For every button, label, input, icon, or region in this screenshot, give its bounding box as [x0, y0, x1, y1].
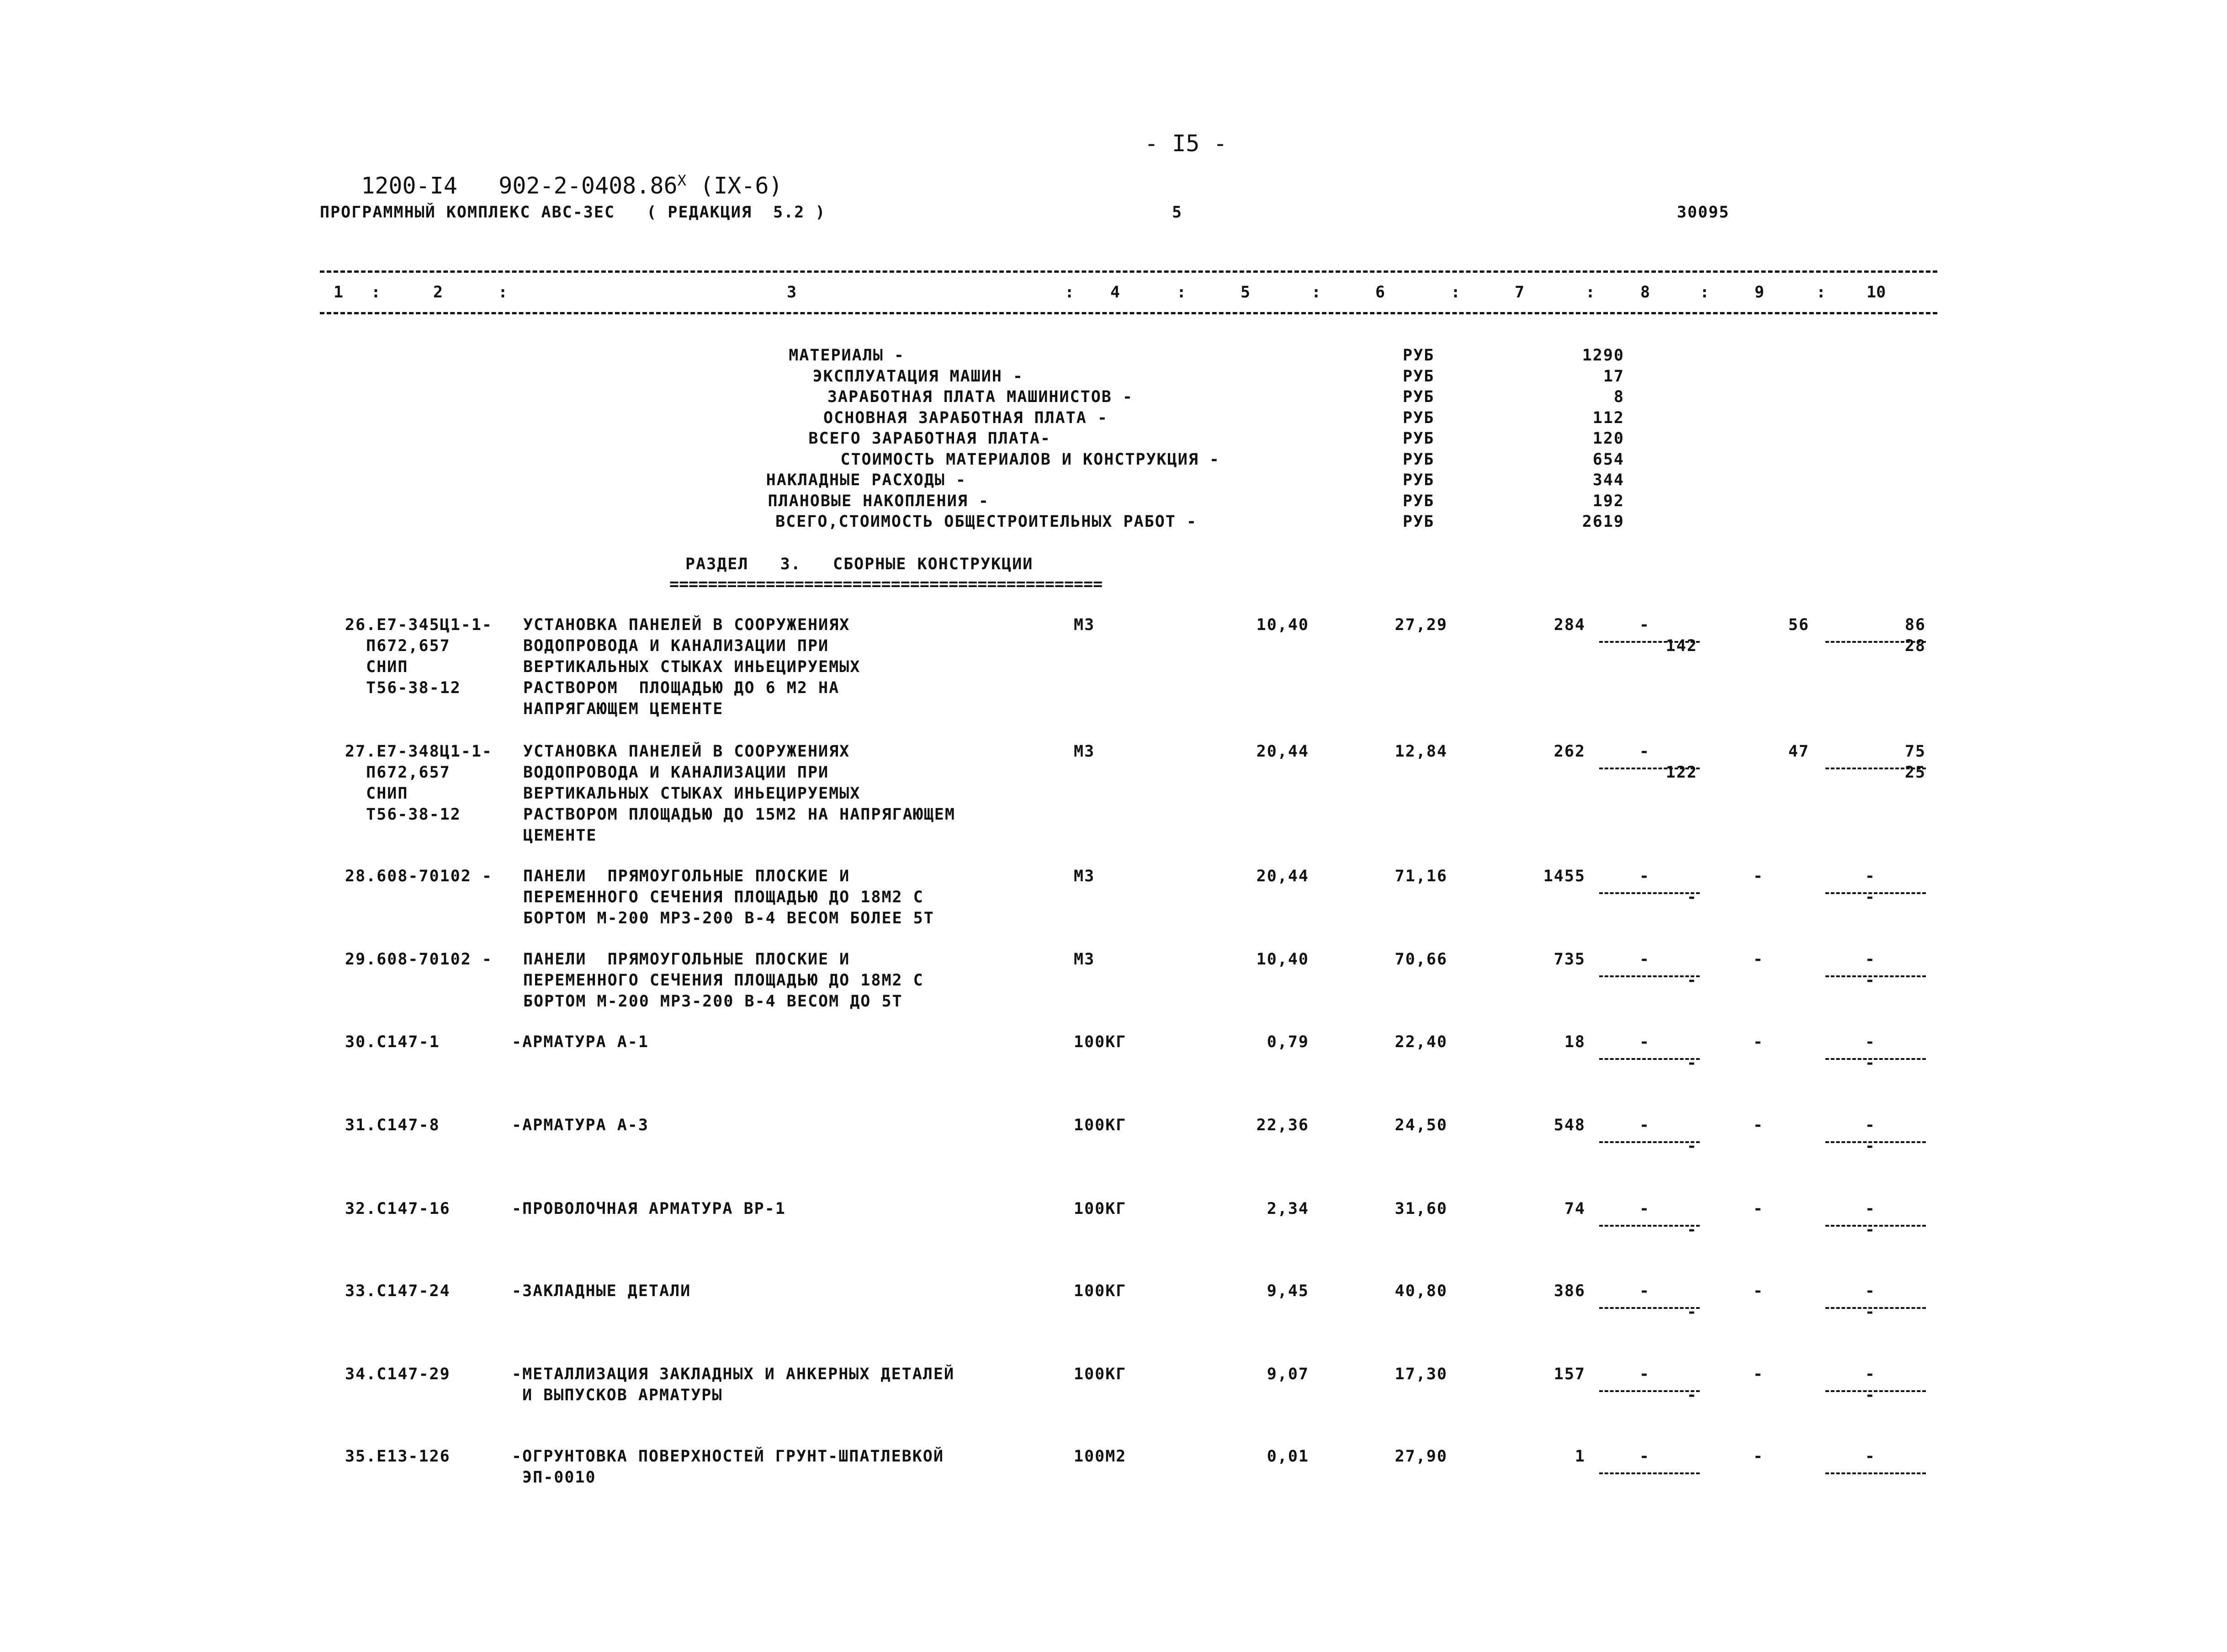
item-unit: 100КГ [1074, 1282, 1127, 1300]
item-code: Т56-38-12 [345, 679, 461, 697]
col-sep: : [1585, 283, 1596, 302]
summary-value: 120 [1592, 429, 1624, 448]
item-code: 35.Е13-126 [345, 1447, 451, 1466]
col10-bottom: - [1865, 971, 1876, 990]
item-code: 31.С147-8 [345, 1116, 440, 1134]
item-quantity: 10,40 [1256, 950, 1309, 969]
col10-top: 86 [1904, 616, 1926, 634]
summary-value: 192 [1592, 492, 1624, 510]
summary-unit: РУБ [1403, 346, 1435, 365]
col10-bottom: 25 [1904, 763, 1926, 782]
item-unit: 100КГ [1074, 1200, 1127, 1218]
col10-bottom: - [1865, 1386, 1876, 1404]
item-code: 28.608-70102 - [345, 867, 493, 885]
item-description: ПЕРЕМЕННОГО СЕЧЕНИЯ ПЛОЩАДЬЮ ДО 18М2 С [523, 888, 924, 906]
col10-bottom: - [1865, 888, 1876, 906]
col8-bottom: - [1686, 1303, 1697, 1321]
col8-bottom: - [1686, 888, 1697, 906]
item-total: 1 [1575, 1447, 1585, 1466]
item-description: -ПРОВОЛОЧНАЯ АРМАТУРА ВР-1 [512, 1200, 786, 1218]
col9-value: - [1753, 1033, 1764, 1051]
col-sep: : [1451, 283, 1461, 302]
item-unit: 100КГ [1074, 1033, 1127, 1051]
col8-top: - [1639, 1282, 1650, 1300]
col10-divider [1825, 975, 1926, 977]
col8-divider [1599, 975, 1700, 977]
col8-top: - [1639, 1200, 1650, 1218]
item-unit: 100М2 [1074, 1447, 1127, 1466]
item-code: СНИП [345, 784, 408, 803]
item-description: ЭП-0010 [512, 1468, 596, 1487]
item-description: РАСТВОРОМ ПЛОЩАДЬЮ ДО 6 М2 НА [523, 679, 840, 697]
item-total: 157 [1554, 1365, 1585, 1383]
item-quantity: 20,44 [1256, 742, 1309, 761]
col10-bottom: - [1865, 1221, 1876, 1239]
col8-top: - [1639, 950, 1650, 969]
summary-unit: РУБ [1403, 450, 1435, 469]
col10-divider [1825, 1225, 1926, 1227]
item-code: 30.С147-1 [345, 1033, 440, 1051]
col8-top: - [1639, 1365, 1650, 1383]
item-code: 34.С147-29 [345, 1365, 451, 1383]
col9-value: - [1753, 1116, 1764, 1134]
col10-divider [1825, 1141, 1926, 1143]
summary-unit: РУБ [1403, 408, 1435, 427]
col10-divider [1825, 892, 1926, 894]
item-code: 26.Е7-345Ц1-1- [345, 616, 493, 634]
col8-divider [1599, 1225, 1700, 1227]
item-unit-price: 24,50 [1395, 1116, 1448, 1134]
item-code: П672,657 [345, 637, 451, 655]
col10-top: - [1865, 950, 1876, 969]
col10-top: - [1865, 1116, 1876, 1134]
col-8: 8 [1640, 283, 1650, 302]
item-unit-price: 70,66 [1395, 950, 1448, 969]
col9-value: - [1753, 1200, 1764, 1218]
program-code: 5 [1172, 203, 1183, 222]
col8-divider [1599, 1472, 1700, 1474]
section-underline: ============================================= [669, 575, 1103, 593]
col10-bottom: 28 [1904, 637, 1926, 655]
col9-value: - [1753, 867, 1764, 885]
item-unit-price: 27,90 [1395, 1447, 1448, 1466]
summary-value: 17 [1603, 367, 1624, 386]
section-tag: (IX-6) [700, 172, 783, 199]
document-id [334, 145, 783, 199]
col8-bottom: 122 [1665, 763, 1697, 782]
col10-top: - [1865, 1365, 1876, 1383]
item-unit: М3 [1074, 867, 1095, 885]
summary-value: 2619 [1582, 513, 1624, 531]
summary-value: 112 [1592, 408, 1624, 427]
item-quantity: 20,44 [1256, 867, 1309, 885]
col8-top: - [1639, 867, 1650, 885]
item-quantity: 10,40 [1256, 616, 1309, 634]
col8-divider [1599, 1307, 1700, 1309]
col-sep: : [1177, 283, 1187, 302]
col8-bottom: - [1686, 1137, 1697, 1155]
col10-top: - [1865, 1033, 1876, 1051]
col8-divider [1599, 1390, 1700, 1392]
col-2: 2 [433, 283, 443, 302]
col8-top: - [1639, 742, 1650, 761]
item-description: -АРМАТУРА А-3 [512, 1116, 649, 1134]
item-unit: 100КГ [1074, 1365, 1127, 1383]
col10-top: - [1865, 1447, 1876, 1466]
col8-bottom: - [1686, 1221, 1697, 1239]
summary-unit: РУБ [1403, 429, 1435, 448]
col10-divider [1825, 1390, 1926, 1392]
col-5: 5 [1241, 283, 1251, 302]
item-description: БОРТОМ М-200 МРЗ-200 В-4 ВЕСОМ ДО 5Т [523, 992, 903, 1011]
col9-value: - [1753, 1365, 1764, 1383]
summary-label: ЗАРАБОТНАЯ ПЛАТА МАШИНИСТОВ - [827, 388, 1133, 406]
col8-top: - [1639, 1116, 1650, 1134]
item-total: 1455 [1543, 867, 1585, 885]
col10-divider [1825, 1307, 1926, 1309]
summary-unit: РУБ [1403, 492, 1435, 510]
summary-label: ВСЕГО ЗАРАБОТНАЯ ПЛАТА- [808, 429, 1051, 448]
program-line: ПРОГРАММНЫЙ КОМПЛЕКС АВС-3ЕС ( РЕДАКЦИЯ 5.2 ) [320, 203, 826, 222]
item-description: -АРМАТУРА А-1 [512, 1033, 649, 1051]
summary-value: 8 [1613, 388, 1624, 406]
col10-divider [1825, 1058, 1926, 1060]
col10-bottom: - [1865, 1054, 1876, 1072]
col10-top: - [1865, 1200, 1876, 1218]
summary-label: ОСНОВНАЯ ЗАРАБОТНАЯ ПЛАТА - [823, 408, 1108, 427]
item-description: УСТАНОВКА ПАНЕЛЕЙ В СООРУЖЕНИЯХ [523, 742, 850, 761]
col-10: 10 [1866, 283, 1886, 302]
col9-value: 56 [1788, 616, 1809, 634]
item-description: ПАНЕЛИ ПРЯМОУГОЛЬНЫЕ ПЛОСКИЕ И [523, 950, 850, 969]
item-unit-price: 71,16 [1395, 867, 1448, 885]
item-quantity: 0,01 [1267, 1447, 1309, 1466]
col-7: 7 [1515, 283, 1525, 302]
item-unit-price: 12,84 [1395, 742, 1448, 761]
col-sep: : [1065, 283, 1075, 302]
item-code: 33.С147-24 [345, 1282, 451, 1300]
item-description: УСТАНОВКА ПАНЕЛЕЙ В СООРУЖЕНИЯХ [523, 616, 850, 634]
item-unit-price: 17,30 [1395, 1365, 1448, 1383]
item-unit-price: 27,29 [1395, 616, 1448, 634]
col8-divider [1599, 1058, 1700, 1060]
item-quantity: 2,34 [1267, 1200, 1309, 1218]
item-unit: М3 [1074, 742, 1095, 761]
col10-divider [1825, 1472, 1926, 1474]
item-code: 32.С147-16 [345, 1200, 451, 1218]
item-description: НАПРЯГАЮЩЕМ ЦЕМЕНТЕ [523, 700, 724, 718]
col8-divider [1599, 1141, 1700, 1143]
item-unit: М3 [1074, 950, 1095, 969]
col-4: 4 [1110, 283, 1120, 302]
item-unit-price: 22,40 [1395, 1033, 1448, 1051]
item-description: И ВЫПУСКОВ АРМАТУРЫ [512, 1386, 723, 1404]
col10-top: 75 [1904, 742, 1926, 761]
item-quantity: 0,79 [1267, 1033, 1309, 1051]
col-sep: : [498, 283, 508, 302]
col9-value: - [1753, 1282, 1764, 1300]
col-9: 9 [1755, 283, 1765, 302]
item-code: 27.Е7-348Ц1-1- [345, 742, 493, 761]
header-top-rule [320, 270, 1937, 273]
col8-bottom: - [1686, 1054, 1697, 1072]
col9-value: - [1753, 1447, 1764, 1466]
item-total: 386 [1554, 1282, 1585, 1300]
doc-number: 1200-I4 [361, 172, 457, 199]
item-description: ВОДОПРОВОДА И КАНАЛИЗАЦИИ ПРИ [523, 637, 829, 655]
col8-top: - [1639, 616, 1650, 634]
summary-label: МАТЕРИАЛЫ - [789, 346, 905, 365]
col9-value: - [1753, 950, 1764, 969]
series-number: 902-2-0408.86 [498, 172, 678, 199]
col8-top: - [1639, 1447, 1650, 1466]
item-code: Т56-38-12 [345, 805, 461, 824]
item-description: ВОДОПРОВОДА И КАНАЛИЗАЦИИ ПРИ [523, 763, 829, 782]
col-sep: : [1311, 283, 1321, 302]
col-sep: : [371, 283, 381, 302]
col-sep: : [1816, 283, 1826, 302]
summary-value: 344 [1592, 471, 1624, 489]
col-1: 1 [334, 283, 344, 302]
section-title: РАЗДЕЛ 3. СБОРНЫЕ КОНСТРУКЦИИ [685, 555, 1034, 573]
item-description: -ОГРУНТОВКА ПОВЕРХНОСТЕЙ ГРУНТ-ШПАТЛЕВКОЙ [512, 1447, 944, 1466]
summary-unit: РУБ [1403, 388, 1435, 406]
item-description: ЦЕМЕНТЕ [523, 826, 597, 845]
item-unit: 100КГ [1074, 1116, 1127, 1134]
item-unit-price: 31,60 [1395, 1200, 1448, 1218]
item-code: 29.608-70102 - [345, 950, 493, 969]
item-total: 284 [1554, 616, 1585, 634]
item-total: 262 [1554, 742, 1585, 761]
col8-bottom: 142 [1665, 637, 1697, 655]
item-code: П672,657 [345, 763, 451, 782]
summary-unit: РУБ [1403, 367, 1435, 386]
col8-bottom: - [1686, 971, 1697, 990]
item-description: БОРТОМ М-200 МРЗ-200 В-4 ВЕСОМ БОЛЕЕ 5Т [523, 909, 934, 927]
item-description: ВЕРТИКАЛЬНЫХ СТЫКАХ ИНЬЕЦИРУЕМЫХ [523, 658, 861, 676]
header-bottom-rule [320, 312, 1937, 314]
item-code: СНИП [345, 658, 408, 676]
item-total: 18 [1564, 1033, 1585, 1051]
item-total: 735 [1554, 950, 1585, 969]
item-total: 548 [1554, 1116, 1585, 1134]
program-number: 30095 [1677, 203, 1730, 222]
item-description: ВЕРТИКАЛЬНЫХ СТЫКАХ ИНЬЕЦИРУЕМЫХ [523, 784, 861, 803]
item-total: 74 [1564, 1200, 1585, 1218]
summary-label: ЭКСПЛУАТАЦИЯ МАШИН - [812, 367, 1023, 386]
col8-top: - [1639, 1033, 1650, 1051]
item-unit-price: 40,80 [1395, 1282, 1448, 1300]
col10-top: - [1865, 1282, 1876, 1300]
summary-label: ВСЕГО,СТОИМОСТЬ ОБЩЕСТРОИТЕЛЬНЫХ РАБОТ - [775, 513, 1197, 531]
col9-value: 47 [1788, 742, 1809, 761]
col8-divider [1599, 892, 1700, 894]
series-superscript: X [677, 172, 686, 189]
item-quantity: 22,36 [1256, 1116, 1309, 1134]
col10-bottom: - [1865, 1137, 1876, 1155]
summary-unit: РУБ [1403, 471, 1435, 489]
col10-top: - [1865, 867, 1876, 885]
item-description: -ЗАКЛАДНЫЕ ДЕТАЛИ [512, 1282, 691, 1300]
item-description: -МЕТАЛЛИЗАЦИЯ ЗАКЛАДНЫХ И АНКЕРНЫХ ДЕТАЛЕЙ [512, 1365, 955, 1383]
col-sep: : [1700, 283, 1710, 302]
item-description: РАСТВОРОМ ПЛОЩАДЬЮ ДО 15М2 НА НАПРЯГАЮЩЕМ [523, 805, 955, 824]
summary-unit: РУБ [1403, 513, 1435, 531]
page-number: - I5 - [1145, 130, 1227, 157]
summary-label: НАКЛАДНЫЕ РАСХОДЫ - [766, 471, 966, 489]
summary-label: СТОИМОСТЬ МАТЕРИАЛОВ И КОНСТРУКЦИЯ - [840, 450, 1220, 469]
item-quantity: 9,45 [1267, 1282, 1309, 1300]
summary-value: 1290 [1582, 346, 1624, 365]
col8-bottom: - [1686, 1386, 1697, 1404]
summary-value: 654 [1592, 450, 1624, 469]
col-3: 3 [787, 283, 797, 302]
item-description: ПАНЕЛИ ПРЯМОУГОЛЬНЫЕ ПЛОСКИЕ И [523, 867, 850, 885]
summary-label: ПЛАНОВЫЕ НАКОПЛЕНИЯ - [768, 492, 989, 510]
item-quantity: 9,07 [1267, 1365, 1309, 1383]
item-unit: М3 [1074, 616, 1095, 634]
col-6: 6 [1375, 283, 1385, 302]
item-description: ПЕРЕМЕННОГО СЕЧЕНИЯ ПЛОЩАДЬЮ ДО 18М2 С [523, 971, 924, 990]
col10-bottom: - [1865, 1303, 1876, 1321]
